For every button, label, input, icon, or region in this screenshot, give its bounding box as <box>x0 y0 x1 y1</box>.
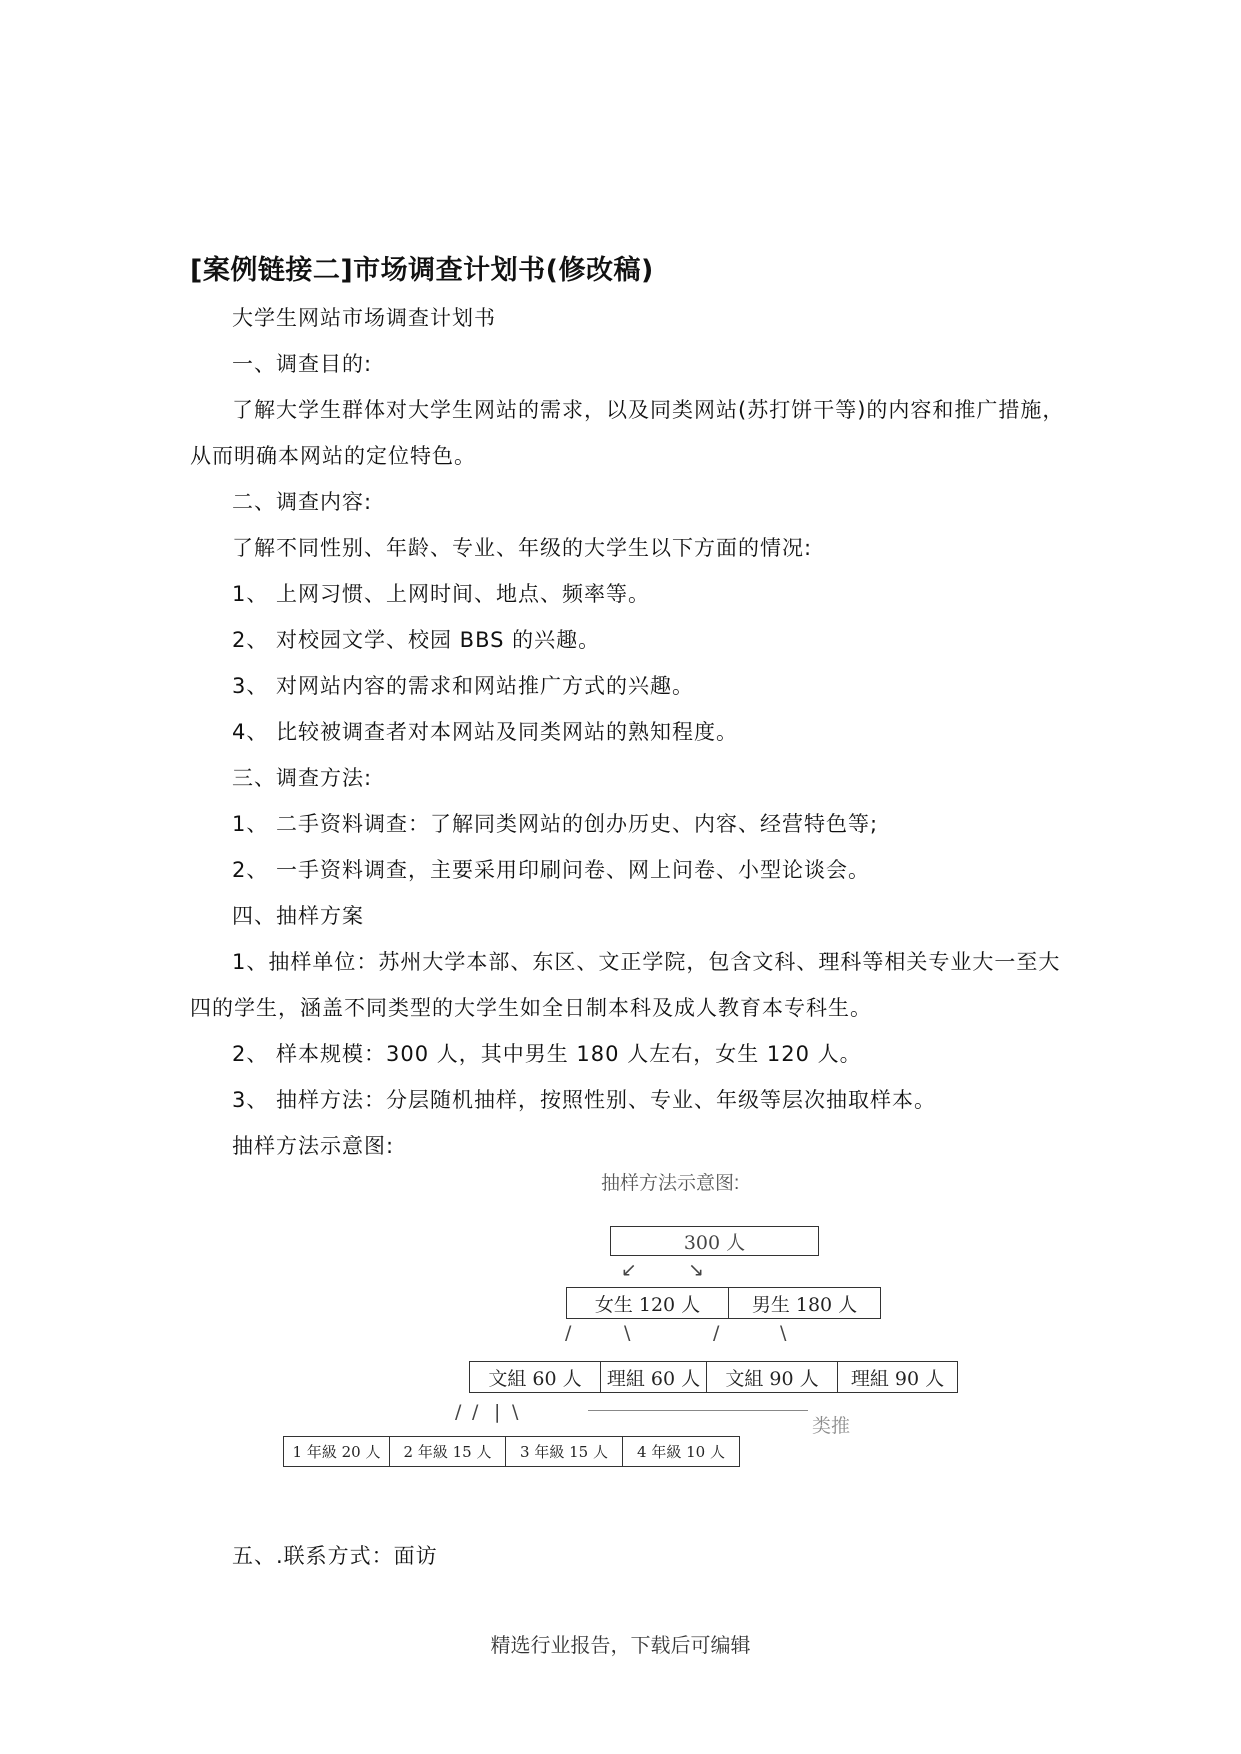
diagram-node-grade: 2 年級 15 人 <box>389 1436 506 1467</box>
diagram-title: 抽样方法示意图: <box>601 1173 740 1194</box>
analogy-label: 类推 <box>812 1416 851 1437</box>
list-item-text: 对校园文学、校园 BBS 的兴趣。 <box>276 628 601 652</box>
branch-mark: / <box>713 1322 720 1344</box>
analogy-line <box>588 1410 808 1411</box>
diagram-node-total: 300 人 <box>610 1226 819 1256</box>
section-1-body-line-2: 从而明确本网站的定位特色。 <box>190 444 476 468</box>
list-item-text: 抽样方法：分层随机抽样，按照性别、专业、年级等层次抽取样本。 <box>276 1088 936 1112</box>
section-2-heading: 二、调查内容: <box>232 490 373 514</box>
branch-mark: | <box>494 1401 501 1423</box>
list-item-number: 2、 <box>232 628 269 652</box>
list-item <box>232 808 878 838</box>
page-footer: 精选行业报告，下载后可编辑 <box>490 1633 751 1657</box>
branch-mark: / <box>455 1401 462 1423</box>
list-item <box>232 1038 862 1068</box>
section-2-intro: 了解不同性别、年龄、专业、年级的大学生以下方面的情况: <box>232 536 813 560</box>
diagram-node-grade: 1 年級 20 人 <box>283 1436 390 1467</box>
list-item-number: 1、 <box>232 812 269 836</box>
branch-mark: \ <box>512 1401 519 1423</box>
page-title: [案例链接二]市场调查计划书(修改稿) <box>190 255 654 286</box>
list-item-number: 4、 <box>232 720 269 744</box>
list-item <box>232 624 600 654</box>
section-1-heading: 一、调查目的: <box>232 352 373 376</box>
list-item-number: 2、 <box>232 858 269 882</box>
document-subtitle: 大学生网站市场调查计划书 <box>232 306 496 330</box>
diagram-node-female: 女生 120 人 <box>566 1287 729 1319</box>
list-item-number: 3、 <box>232 1088 269 1112</box>
list-item-text: 样本规模：300 人，其中男生 180 人左右，女生 120 人。 <box>276 1042 862 1066</box>
list-item-text: 比较被调查者对本网站及同类网站的熟知程度。 <box>276 720 738 744</box>
list-item-text: 上网习惯、上网时间、地点、频率等。 <box>276 582 650 606</box>
branch-mark: / <box>472 1401 479 1423</box>
list-item-number: 3、 <box>232 674 269 698</box>
section-4-heading: 四、抽样方案 <box>232 904 364 928</box>
list-item <box>232 1084 936 1114</box>
diagram-node-group: 理組 90 人 <box>837 1361 958 1393</box>
section-5-heading: 五、.联系方式：面访 <box>232 1544 438 1568</box>
branch-mark: \ <box>624 1322 631 1344</box>
list-item-text: 二手资料调查：了解同类网站的创办历史、内容、经营特色等; <box>276 812 879 836</box>
section-1-body-line-1: 了解大学生群体对大学生网站的需求，以及同类网站(苏打饼干等)的内容和推广措施， <box>232 398 1065 422</box>
list-item <box>232 716 738 746</box>
list-item <box>232 578 650 608</box>
section-4-item-1-line-2: 四的学生，涵盖不同类型的大学生如全日制本科及成人教育本专科生。 <box>190 996 872 1020</box>
diagram-node-group: 理組 60 人 <box>600 1361 707 1393</box>
branch-mark: / <box>565 1322 572 1344</box>
list-item <box>232 670 694 700</box>
diagram-node-group: 文組 90 人 <box>706 1361 838 1393</box>
section-4-item-1-line-1: 1、抽样单位：苏州大学本部、东区、文正学院，包含文科、理科等相关专业大一至大 <box>232 950 1061 974</box>
diagram-node-grade: 3 年級 15 人 <box>505 1436 623 1467</box>
arrow-down-right-icon: ↘ <box>688 1259 704 1281</box>
list-item-number: 2、 <box>232 1042 269 1066</box>
list-item-text: 对网站内容的需求和网站推广方式的兴趣。 <box>276 674 694 698</box>
diagram-caption: 抽样方法示意图: <box>232 1134 395 1158</box>
section-3-heading: 三、调查方法: <box>232 766 373 790</box>
diagram-node-male: 男生 180 人 <box>728 1287 881 1319</box>
list-item-text: 一手资料调查，主要采用印刷问卷、网上问卷、小型论谈会。 <box>276 858 870 882</box>
diagram-node-group: 文組 60 人 <box>469 1361 601 1393</box>
diagram-node-grade: 4 年級 10 人 <box>622 1436 740 1467</box>
list-item-number: 1、 <box>232 582 269 606</box>
arrow-down-left-icon: ↙ <box>621 1259 637 1281</box>
list-item <box>232 854 870 884</box>
branch-mark: \ <box>780 1322 787 1344</box>
